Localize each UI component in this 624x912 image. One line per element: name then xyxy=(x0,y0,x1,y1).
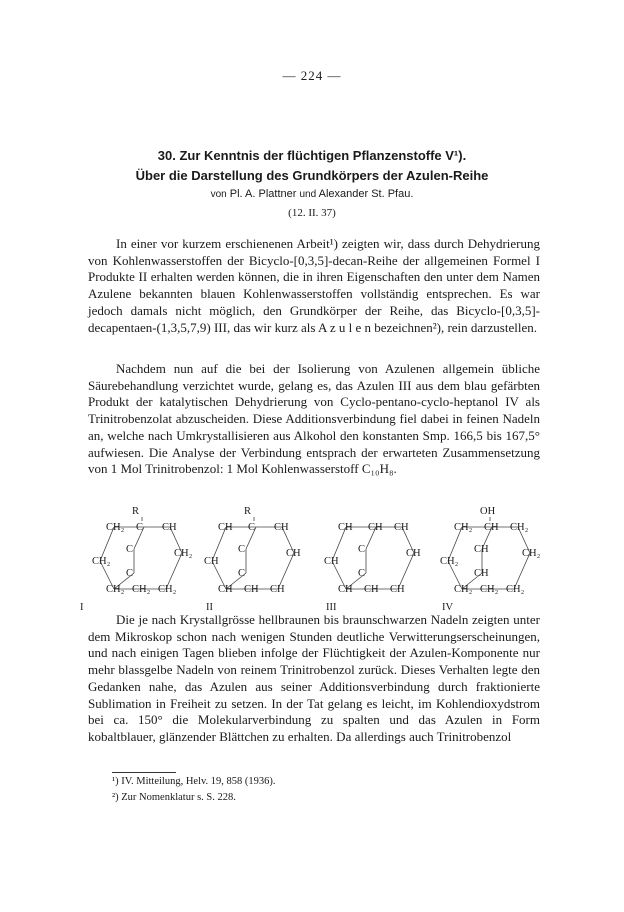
structure-2 xyxy=(204,506,301,613)
footnote-rule xyxy=(112,772,176,773)
footnote-1: ¹) IV. Mitteilung, Helv. 19, 858 (1936). xyxy=(112,776,276,787)
date-line: (12. II. 37) xyxy=(288,207,336,219)
page-number: — 224 — xyxy=(282,68,342,83)
paragraph-2: Nachdem nun auf die bei der Isolierung von Azulenen allgemein übliche Säurebehandlung verzichtet wurde, gelang es, das Azulen III aus dem blau gefärbten Produkt der katalytischen Dehydrierung von Cyclo-pentano-cyclo-heptanol IV als Trinitrobenzolat abzuscheiden. Diese Additionsverbindung fiel dabei in feinen Nadeln an, welche nach Umkrystallisieren aus Alkohol den konstanten Smp. 166,5 bis 167,5° aufwiesen. Die Analyse der Verbindung entsprach der erwarteten Zusammensetzung von 1 Mol Trinitrobenzol: 1 Mol Kohlenwasserstoff C₁₀H₈. xyxy=(88,361,540,477)
structure-1 xyxy=(80,506,193,613)
atom-label: CH xyxy=(162,522,177,533)
atom-label: CH₂ xyxy=(106,584,125,595)
atom-label: CH₂ xyxy=(454,522,473,533)
atom-label: CH xyxy=(244,584,259,595)
author-2: Alexander St. Pfau. xyxy=(318,188,414,200)
atom-label: CH xyxy=(368,522,383,533)
substituent-label: OH xyxy=(480,506,496,517)
structure-4 xyxy=(440,506,541,613)
atom-label: CH xyxy=(324,556,339,567)
footnote-2: ²) Zur Nomenklatur s. S. 228. xyxy=(112,792,236,803)
atom-label: CH₂ xyxy=(506,584,525,595)
atom-label: CH xyxy=(274,522,289,533)
atom-label: C xyxy=(238,568,246,579)
atom-label: CH₂ xyxy=(454,584,473,595)
structure-label: IV xyxy=(442,602,454,613)
atom-label: CH xyxy=(484,522,499,533)
atom-label: CH xyxy=(338,522,353,533)
structure-label: III xyxy=(326,602,337,613)
atom-label: CH₂ xyxy=(510,522,529,533)
atom-label: CH xyxy=(286,548,301,559)
atom-label: CH₂ xyxy=(174,548,193,559)
atom-label: CH xyxy=(338,584,353,595)
atom-label: CH₂ xyxy=(106,522,125,533)
chemical-structures-figure xyxy=(80,506,546,616)
author-1: Pl. A. Plattner xyxy=(229,188,297,200)
atom-label: C xyxy=(126,544,134,555)
atom-label: C xyxy=(136,522,144,533)
atom-label: CH xyxy=(218,522,233,533)
atom-label: CH₂ xyxy=(480,584,499,595)
paragraph-1: In einer vor kurzem erschienenen Arbeit¹) zeigten wir, dass durch Dehydrierung von Kohlenwasserstoffen der Bicyclo-[0,3,5]-decan-Reihe der allgemeinen Formel I Produkte II erhalten werden können, die in ihren Eigenschaften den unter dem Namen Azulene bekannten blauen Kohlenwasserstoffen vollständig entsprechen. Es war jedoch damals nicht möglich, den Grundkörper der Reihe, das Bicyclo-[0,3,5]-decapentaen-(1,3,5,7,9) III, das wir kurz als A z u l e n bezeichnen²), rein darzustellen. xyxy=(88,236,540,335)
atom-label: C xyxy=(358,544,366,555)
atom-label: C xyxy=(126,568,134,579)
atom-label: C xyxy=(238,544,246,555)
atom-label: CH xyxy=(218,584,233,595)
atom-label: CH₂ xyxy=(522,548,541,559)
substituent-label: R xyxy=(132,506,140,517)
atom-label: C xyxy=(358,568,366,579)
authors-and: und xyxy=(299,189,317,200)
atom-label: CH xyxy=(394,522,409,533)
atom-label: CH₂ xyxy=(92,556,111,567)
atom-label: CH₂ xyxy=(132,584,151,595)
atom-label: CH₂ xyxy=(440,556,459,567)
atom-label: CH xyxy=(390,584,405,595)
paragraph-3: Die je nach Krystallgrösse hellbraunen bis braunschwarzen Nadeln zeigten unter dem Mikroskop schon nach wenigen Stunden deutliche Verwitterungserscheinungen, und nach einigen Tagen blieben infolge der Flüchtigkeit der Azulen-Komponente nur mehr blassgelbe Nadeln von reinem Trinitrobenzol zurück. Dieses Verhalten legte den Gedanken nahe, das Azulen aus seiner Additionsverbindung durch fraktionierte Sublimation in Freiheit zu setzen. In der Tat gelang es leicht, im Kohlendioxydstrom bei ca. 150° die Molekularverbindung zu spalten und das Azulen in Form kobaltblauer, glänzender Blättchen zu erhalten. Da allerdings auch Trinitrobenzol xyxy=(88,612,540,744)
article-subtitle: Über die Darstellung des Grundkörpers der Azulen-Reihe xyxy=(135,168,489,183)
author-line xyxy=(60,188,564,200)
atom-label: CH xyxy=(204,556,219,567)
atom-label: CH₂ xyxy=(158,584,177,595)
atom-label: CH xyxy=(406,548,421,559)
atom-label: CH xyxy=(364,584,379,595)
substituent-label: R xyxy=(244,506,252,517)
article-title: 30. Zur Kenntnis der flüchtigen Pflanzenstoffe V¹). xyxy=(157,148,467,163)
atom-label: CH xyxy=(474,544,489,555)
structure-3 xyxy=(324,522,421,613)
atom-label: CH xyxy=(474,568,489,579)
atom-label: CH xyxy=(270,584,285,595)
atom-label: C xyxy=(248,522,256,533)
structure-label: II xyxy=(206,602,213,613)
authors-prefix: von xyxy=(210,189,227,200)
structure-label: I xyxy=(80,602,84,613)
